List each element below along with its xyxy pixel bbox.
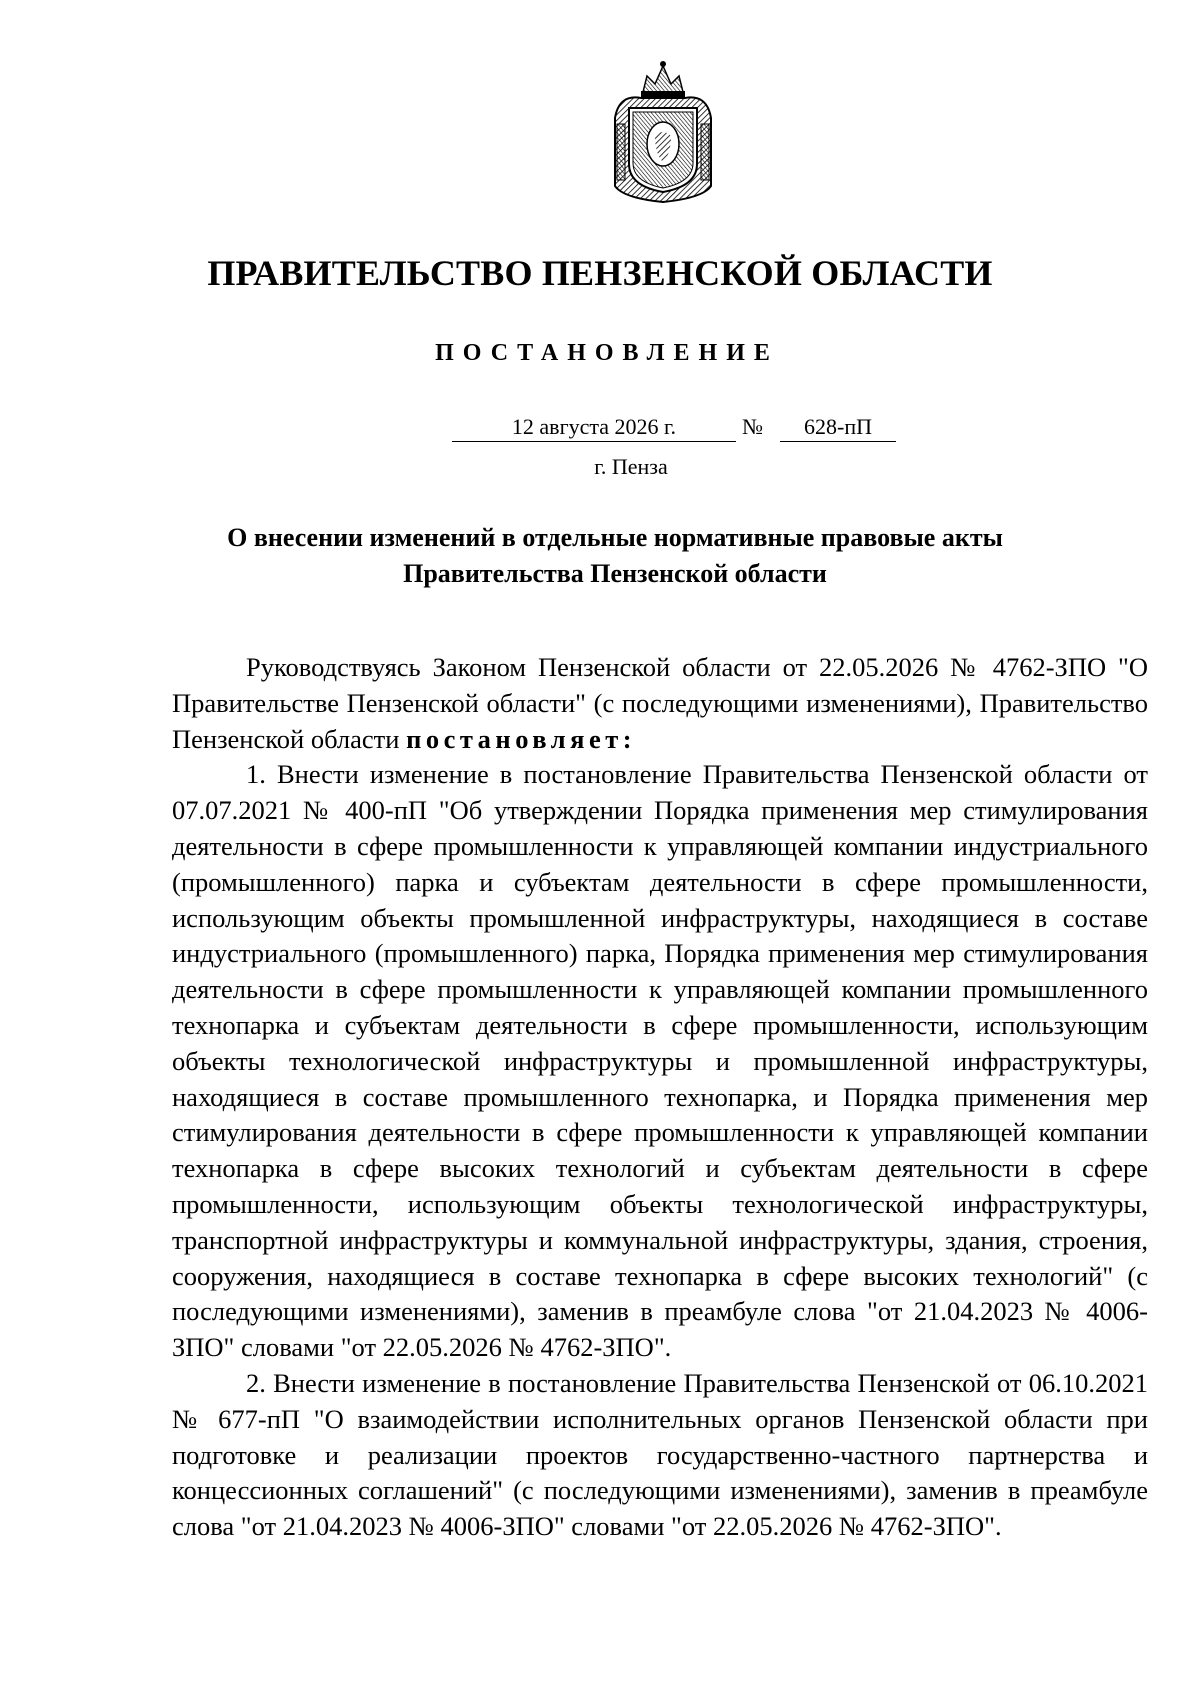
- decree-word: постановляет:: [406, 723, 637, 754]
- document-type-heading: ПОСТАНОВЛЕНИЕ: [435, 340, 779, 366]
- document-date: 12 августа 2026 г.: [452, 413, 736, 442]
- subject-line-2: Правительства Пензенской области: [403, 559, 827, 588]
- subject-line-1: О внесении изменений в отдельные нормативные правовые акты: [227, 523, 1003, 552]
- document-body: [172, 650, 1148, 1545]
- organization-title: ПРАВИТЕЛЬСТВО ПЕНЗЕНСКОЙ ОБЛАСТИ: [207, 253, 993, 293]
- document-subject: [150, 520, 1080, 592]
- item-1-paragraph: 1. Внести изменение в постановление Правительства Пензенской области от 07.07.2021 № 400-пП "Об утверждении Порядка применения мер стимулирования деятельности в сфере промышленности к управляющей компании индустриального (промышленного) парка и субъектам деятельности в сфере промышленности, использующим объекты промышленной инфраструктуры, находящиеся в составе индустриального (промышленного) парка, Порядка применения мер стимулирования деятельности в сфере промышленности к управляющей компании промышленного технопарка и субъектам деятельности в сфере промышленности, использующим объекты технологической инфраструктуры и промышленной инфраструктуры, находящиеся в составе промышленного технопарка, и Порядка применения мер стимулирования деятельности в сфере промышленности к управляющей компании технопарка в сфере высоких технологий и субъектам деятельности в сфере промышленности, использующим объекты технологической инфраструктуры, транспортной инфраструктуры и коммунальной инфраструктуры, здания, строения, сооружения, находящиеся в составе технопарка в сфере высоких технологий" (с последующими изменениями), заменив в преамбуле слова "от 21.04.2023 № 4006-ЗПО" словами "от 22.05.2026 № 4762-ЗПО".: [172, 759, 1148, 1363]
- item-2-paragraph: 2. Внести изменение в постановление Правительства Пензенской от 06.10.2021 № 677-пП "О взаимодействии исполнительных органов Пензенской области при подготовке и реализации проектов государственно-частного партнерства и концессионных соглашений" (с последующими изменениями), заменив в преамбуле слова "от 21.04.2023 № 4006-ЗПО" словами "от 22.05.2026 № 4762-ЗПО".: [172, 1367, 1148, 1542]
- preamble-text: Руководствуясь Законом Пензенской области от 22.05.2026 № 4762-ЗПО "О Правительстве Пензенской области" (с последующими изменениями), Правительство Пензенской области: [172, 652, 1148, 754]
- document-number: 628-пП: [780, 413, 896, 442]
- document-city: г. Пенза: [594, 454, 668, 479]
- number-sign: №: [742, 414, 763, 439]
- preamble-paragraph: [172, 650, 1148, 757]
- coat-of-arms-icon: [605, 58, 721, 204]
